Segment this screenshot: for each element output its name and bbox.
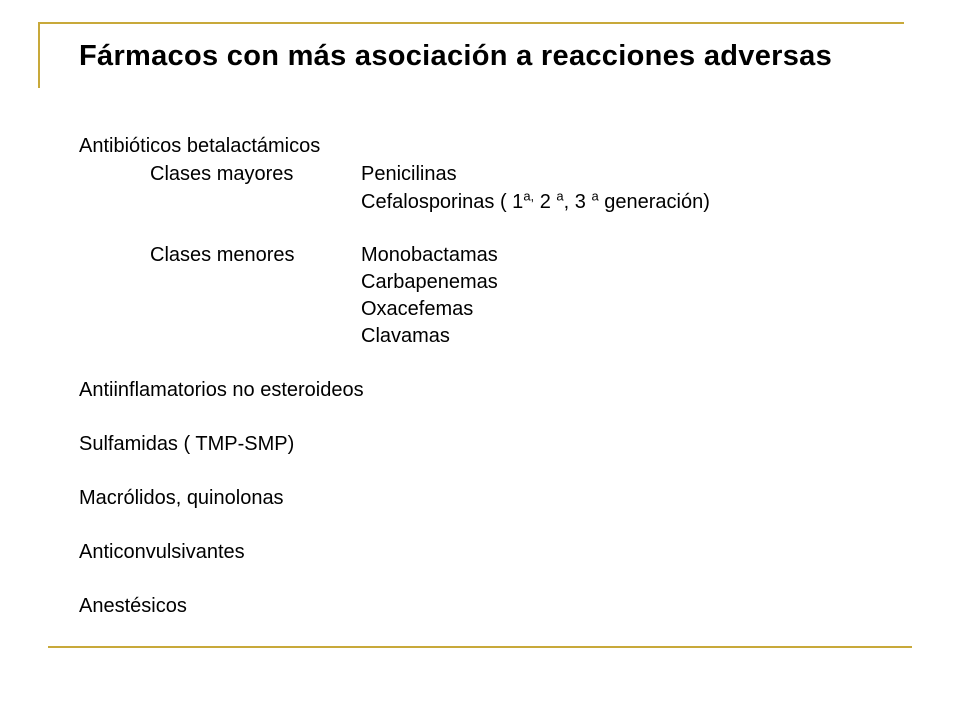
list-item-monobactamas: Monobactamas	[361, 244, 498, 266]
ordinal-superscript-3: a	[591, 188, 599, 204]
slide-title: Fármacos con más asociación a reacciones adversas	[79, 40, 832, 72]
drug-group-anticonvulsivantes: Anticonvulsivantes	[79, 541, 245, 563]
list-item-cefalosporinas	[361, 190, 710, 214]
list-item-carbapenemas: Carbapenemas	[361, 271, 498, 293]
betalactam-heading: Antibióticos betalactámicos	[79, 135, 321, 157]
drug-group-anestesicos: Anestésicos	[79, 595, 187, 617]
list-item-penicilinas: Penicilinas	[361, 163, 457, 185]
cephalosporins-suffix: generación)	[598, 191, 710, 213]
bottom-border-line	[48, 646, 912, 648]
drug-group-sulfamidas: Sulfamidas ( TMP-SMP)	[79, 433, 295, 455]
cephalosporins-prefix: Cefalosporinas ( 1	[361, 191, 524, 213]
top-border-line	[40, 22, 904, 24]
ordinal-superscript-1: a,	[523, 188, 535, 204]
ordinal-superscript-2: a	[556, 188, 564, 204]
cephalosporins-mid-1: 2	[534, 191, 557, 213]
left-border-line	[38, 22, 40, 88]
list-item-oxacefemas: Oxacefemas	[361, 298, 474, 320]
minor-classes-label: Clases menores	[150, 244, 295, 266]
major-classes-label: Clases mayores	[150, 163, 294, 185]
list-item-clavamas: Clavamas	[361, 325, 450, 347]
drug-group-aine: Antiinflamatorios no esteroideos	[79, 379, 364, 401]
drug-group-macrolidos: Macrólidos, quinolonas	[79, 487, 284, 509]
cephalosporins-mid-2: , 3	[563, 191, 592, 213]
